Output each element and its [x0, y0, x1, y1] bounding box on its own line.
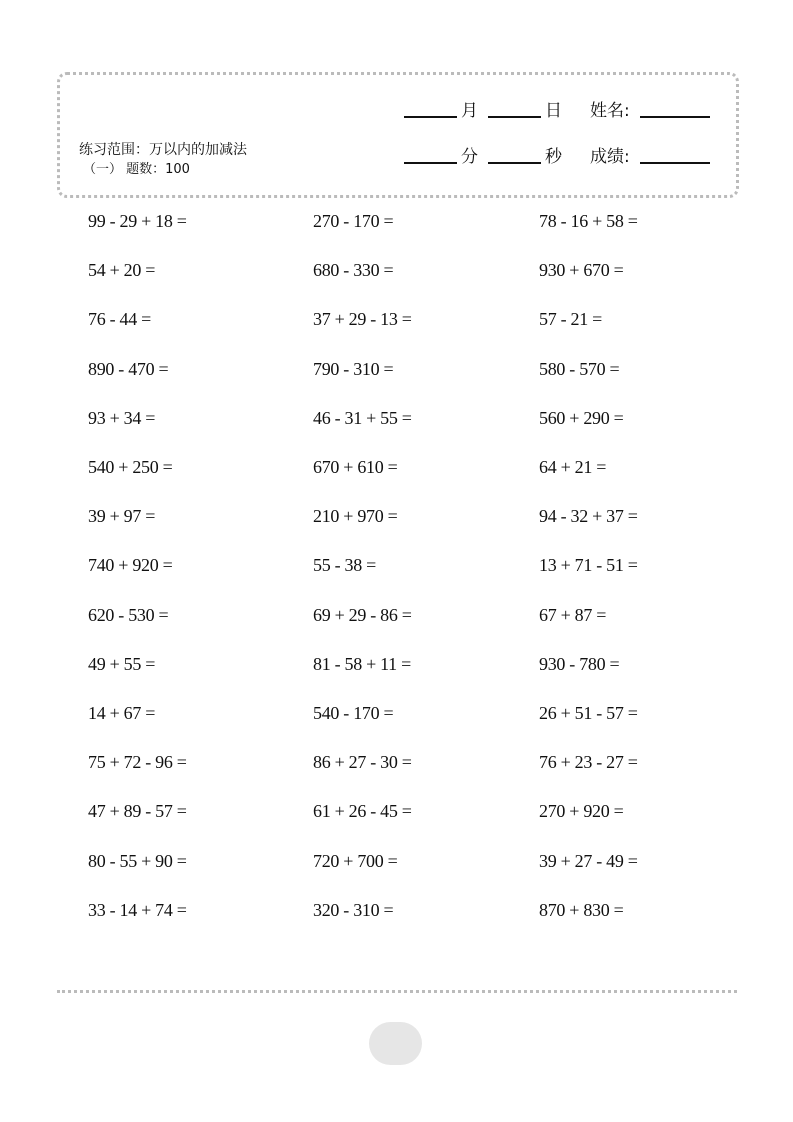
math-problem: 560 + 290 =	[539, 407, 624, 428]
math-problem: 46 - 31 + 55 =	[313, 407, 412, 428]
header-box	[57, 72, 739, 198]
math-problem: 67 + 87 =	[539, 604, 607, 625]
math-problem: 26 + 51 - 57 =	[539, 703, 638, 723]
math-problem: 37 + 29 - 13 =	[313, 309, 412, 330]
math-problem: 55 - 38 =	[313, 555, 376, 576]
day-label: 日	[545, 101, 562, 121]
name-label: 姓名:	[590, 101, 630, 121]
math-problem: 69 + 29 - 86 =	[313, 604, 412, 625]
score-label: 成绩:	[590, 147, 630, 167]
math-problem: 94 - 32 + 37 =	[539, 506, 638, 527]
math-problem: 54 + 20 =	[88, 260, 156, 281]
math-problem: 86 + 27 - 30 =	[313, 752, 412, 773]
math-problem: 620 - 530 =	[88, 604, 169, 625]
math-problem: 670 + 610 =	[313, 457, 398, 477]
second-label: 秒	[545, 147, 562, 167]
math-problem: 47 + 89 - 57 =	[88, 801, 187, 822]
math-problem: 890 - 470 =	[88, 358, 169, 379]
math-problem: 39 + 27 - 49 =	[539, 850, 638, 871]
math-problem: 93 + 34 =	[88, 407, 156, 428]
minute-label: 分	[461, 147, 478, 167]
math-problem: 33 - 14 + 74 =	[88, 899, 187, 920]
math-problem: 270 - 170 =	[313, 211, 394, 231]
math-problem: 930 + 670 =	[539, 260, 624, 281]
math-problem: 75 + 72 - 96 =	[88, 752, 187, 773]
math-problem: 78 - 16 + 58 =	[539, 211, 638, 231]
name-blank[interactable]	[640, 116, 710, 118]
math-problem: 870 + 830 =	[539, 899, 624, 920]
math-problem: 740 + 920 =	[88, 555, 173, 576]
math-problem: 76 - 44 =	[88, 309, 151, 330]
problem-count: （一） 题数：100	[83, 162, 190, 177]
divider	[57, 990, 737, 993]
math-problem: 580 - 570 =	[539, 358, 620, 379]
math-problem: 790 - 310 =	[313, 358, 394, 379]
math-problem: 320 - 310 =	[313, 899, 394, 920]
math-problem: 39 + 97 =	[88, 506, 156, 527]
second-blank[interactable]	[488, 162, 541, 164]
day-blank[interactable]	[488, 116, 541, 118]
math-problem: 49 + 55 =	[88, 653, 156, 674]
page-number-badge	[369, 1022, 422, 1065]
math-problem: 270 + 920 =	[539, 801, 624, 822]
math-problem: 57 - 21 =	[539, 309, 602, 330]
math-problem: 13 + 71 - 51 =	[539, 555, 638, 576]
math-problem: 61 + 26 - 45 =	[313, 801, 412, 822]
math-problem: 76 + 23 - 27 =	[539, 752, 638, 773]
math-problem: 81 - 58 + 11 =	[313, 653, 411, 674]
minute-blank[interactable]	[404, 162, 457, 164]
math-problem: 64 + 21 =	[539, 457, 607, 477]
math-problem: 14 + 67 =	[88, 703, 156, 723]
math-problem: 540 - 170 =	[313, 703, 394, 723]
math-problem: 720 + 700 =	[313, 850, 398, 871]
math-problem: 99 - 29 + 18 =	[88, 211, 187, 231]
math-problem: 680 - 330 =	[313, 260, 394, 281]
practice-range: 练习范围：万以内的加减法	[79, 142, 247, 158]
math-problem: 930 - 780 =	[539, 653, 620, 674]
score-blank[interactable]	[640, 162, 710, 164]
month-blank[interactable]	[404, 116, 457, 118]
month-label: 月	[461, 101, 478, 121]
math-problem: 80 - 55 + 90 =	[88, 850, 187, 871]
math-problem: 540 + 250 =	[88, 457, 173, 477]
math-problem: 210 + 970 =	[313, 506, 398, 527]
